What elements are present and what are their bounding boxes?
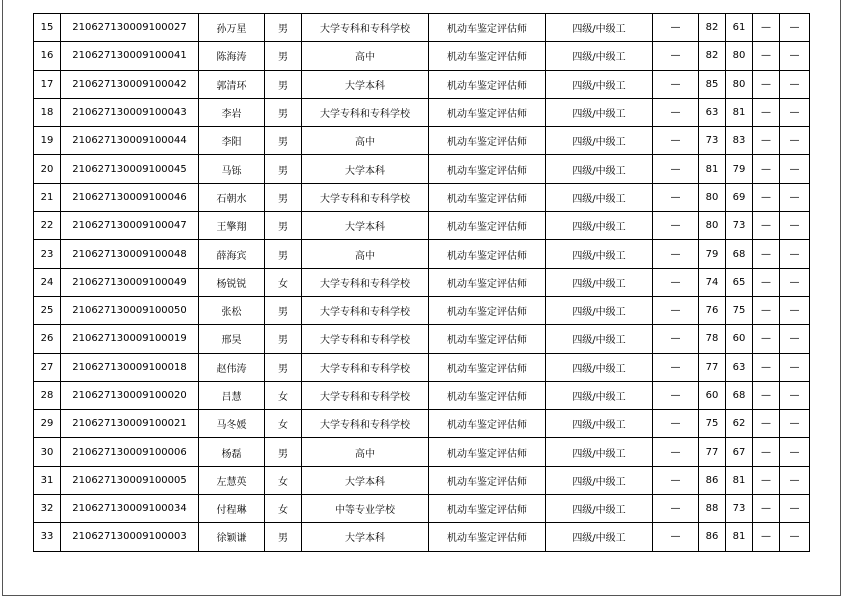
score-skill-cell: 61 xyxy=(726,14,753,42)
table-body xyxy=(34,14,810,552)
empty-dash-cell: — xyxy=(753,466,780,494)
level-cell: 四级/中级工 xyxy=(546,381,653,409)
empty-dash-cell: — xyxy=(753,495,780,523)
empty-dash-cell: — xyxy=(780,325,810,353)
level-cell: 四级/中级工 xyxy=(546,325,653,353)
gender-cell: 男 xyxy=(265,296,302,324)
empty-dash-cell: — xyxy=(780,438,810,466)
page-border-right xyxy=(840,0,841,596)
empty-dash-cell: — xyxy=(653,523,699,551)
level-cell: 四级/中级工 xyxy=(546,240,653,268)
education-cell: 高中 xyxy=(302,438,429,466)
occupation-cell: 机动车鉴定评估师 xyxy=(429,240,546,268)
certificate-id-cell: 210627130009100020 xyxy=(61,381,199,409)
level-cell: 四级/中级工 xyxy=(546,183,653,211)
score-skill-cell: 60 xyxy=(726,325,753,353)
name-cell: 付程琳 xyxy=(199,495,265,523)
empty-dash-cell: — xyxy=(780,70,810,98)
row-number-cell: 16 xyxy=(34,42,61,70)
occupation-cell: 机动车鉴定评估师 xyxy=(429,98,546,126)
score-theory-cell: 88 xyxy=(699,495,726,523)
row-number-cell: 29 xyxy=(34,410,61,438)
empty-dash-cell: — xyxy=(780,495,810,523)
name-cell: 李岩 xyxy=(199,98,265,126)
certificate-id-cell: 210627130009100005 xyxy=(61,466,199,494)
empty-dash-cell: — xyxy=(653,381,699,409)
occupation-cell: 机动车鉴定评估师 xyxy=(429,325,546,353)
occupation-cell: 机动车鉴定评估师 xyxy=(429,14,546,42)
empty-dash-cell: — xyxy=(753,523,780,551)
empty-dash-cell: — xyxy=(780,410,810,438)
education-cell: 大学专科和专科学校 xyxy=(302,325,429,353)
certificate-id-cell: 210627130009100045 xyxy=(61,155,199,183)
empty-dash-cell: — xyxy=(780,183,810,211)
row-number-cell: 28 xyxy=(34,381,61,409)
row-number-cell: 15 xyxy=(34,14,61,42)
education-cell: 大学本科 xyxy=(302,70,429,98)
score-theory-cell: 80 xyxy=(699,212,726,240)
score-theory-cell: 78 xyxy=(699,325,726,353)
empty-dash-cell: — xyxy=(753,353,780,381)
occupation-cell: 机动车鉴定评估师 xyxy=(429,70,546,98)
score-skill-cell: 68 xyxy=(726,240,753,268)
empty-dash-cell: — xyxy=(753,438,780,466)
empty-dash-cell: — xyxy=(780,268,810,296)
gender-cell: 男 xyxy=(265,98,302,126)
row-number-cell: 21 xyxy=(34,183,61,211)
education-cell: 大学本科 xyxy=(302,466,429,494)
certificate-id-cell: 210627130009100041 xyxy=(61,42,199,70)
score-theory-cell: 60 xyxy=(699,381,726,409)
page-border-left xyxy=(2,0,3,596)
row-number-cell: 25 xyxy=(34,296,61,324)
level-cell: 四级/中级工 xyxy=(546,353,653,381)
table-row xyxy=(34,523,810,551)
level-cell: 四级/中级工 xyxy=(546,495,653,523)
empty-dash-cell: — xyxy=(653,268,699,296)
empty-dash-cell: — xyxy=(653,127,699,155)
education-cell: 大学专科和专科学校 xyxy=(302,98,429,126)
certificate-id-cell: 210627130009100006 xyxy=(61,438,199,466)
education-cell: 大学专科和专科学校 xyxy=(302,381,429,409)
empty-dash-cell: — xyxy=(780,98,810,126)
empty-dash-cell: — xyxy=(780,466,810,494)
occupation-cell: 机动车鉴定评估师 xyxy=(429,42,546,70)
level-cell: 四级/中级工 xyxy=(546,410,653,438)
name-cell: 杨磊 xyxy=(199,438,265,466)
row-number-cell: 20 xyxy=(34,155,61,183)
score-skill-cell: 81 xyxy=(726,466,753,494)
gender-cell: 女 xyxy=(265,466,302,494)
row-number-cell: 17 xyxy=(34,70,61,98)
name-cell: 赵伟涛 xyxy=(199,353,265,381)
empty-dash-cell: — xyxy=(780,14,810,42)
table-row xyxy=(34,438,810,466)
table-row xyxy=(34,381,810,409)
education-cell: 大学专科和专科学校 xyxy=(302,14,429,42)
empty-dash-cell: — xyxy=(653,155,699,183)
gender-cell: 男 xyxy=(265,240,302,268)
row-number-cell: 23 xyxy=(34,240,61,268)
education-cell: 中等专业学校 xyxy=(302,495,429,523)
empty-dash-cell: — xyxy=(753,14,780,42)
gender-cell: 男 xyxy=(265,14,302,42)
name-cell: 杨锐锐 xyxy=(199,268,265,296)
certificate-id-cell: 210627130009100043 xyxy=(61,98,199,126)
level-cell: 四级/中级工 xyxy=(546,42,653,70)
occupation-cell: 机动车鉴定评估师 xyxy=(429,410,546,438)
table-row xyxy=(34,183,810,211)
gender-cell: 男 xyxy=(265,325,302,353)
row-number-cell: 26 xyxy=(34,325,61,353)
certificate-id-cell: 210627130009100019 xyxy=(61,325,199,353)
score-skill-cell: 80 xyxy=(726,42,753,70)
table-row xyxy=(34,495,810,523)
name-cell: 孙万星 xyxy=(199,14,265,42)
empty-dash-cell: — xyxy=(653,495,699,523)
education-cell: 大学本科 xyxy=(302,155,429,183)
occupation-cell: 机动车鉴定评估师 xyxy=(429,296,546,324)
education-cell: 高中 xyxy=(302,240,429,268)
occupation-cell: 机动车鉴定评估师 xyxy=(429,268,546,296)
score-theory-cell: 75 xyxy=(699,410,726,438)
empty-dash-cell: — xyxy=(653,212,699,240)
table-row xyxy=(34,70,810,98)
name-cell: 邢昊 xyxy=(199,325,265,353)
gender-cell: 女 xyxy=(265,410,302,438)
empty-dash-cell: — xyxy=(753,296,780,324)
certificate-id-cell: 210627130009100047 xyxy=(61,212,199,240)
certificate-id-cell: 210627130009100018 xyxy=(61,353,199,381)
row-number-cell: 33 xyxy=(34,523,61,551)
education-cell: 大学本科 xyxy=(302,212,429,240)
empty-dash-cell: — xyxy=(753,42,780,70)
empty-dash-cell: — xyxy=(753,127,780,155)
table-row xyxy=(34,268,810,296)
occupation-cell: 机动车鉴定评估师 xyxy=(429,183,546,211)
empty-dash-cell: — xyxy=(780,296,810,324)
gender-cell: 女 xyxy=(265,495,302,523)
score-skill-cell: 65 xyxy=(726,268,753,296)
table-row xyxy=(34,98,810,126)
name-cell: 吕慧 xyxy=(199,381,265,409)
name-cell: 徐颖谦 xyxy=(199,523,265,551)
education-cell: 大学专科和专科学校 xyxy=(302,353,429,381)
empty-dash-cell: — xyxy=(753,183,780,211)
empty-dash-cell: — xyxy=(753,212,780,240)
gender-cell: 男 xyxy=(265,70,302,98)
table-row xyxy=(34,410,810,438)
score-theory-cell: 73 xyxy=(699,127,726,155)
education-cell: 大学专科和专科学校 xyxy=(302,296,429,324)
name-cell: 陈海涛 xyxy=(199,42,265,70)
score-skill-cell: 63 xyxy=(726,353,753,381)
table-row xyxy=(34,14,810,42)
table-row xyxy=(34,466,810,494)
name-cell: 石朝水 xyxy=(199,183,265,211)
name-cell: 李阳 xyxy=(199,127,265,155)
table-row xyxy=(34,42,810,70)
level-cell: 四级/中级工 xyxy=(546,127,653,155)
table-row xyxy=(34,296,810,324)
row-number-cell: 30 xyxy=(34,438,61,466)
score-skill-cell: 83 xyxy=(726,127,753,155)
empty-dash-cell: — xyxy=(753,268,780,296)
occupation-cell: 机动车鉴定评估师 xyxy=(429,495,546,523)
score-skill-cell: 79 xyxy=(726,155,753,183)
certificate-id-cell: 210627130009100027 xyxy=(61,14,199,42)
row-number-cell: 24 xyxy=(34,268,61,296)
row-number-cell: 31 xyxy=(34,466,61,494)
occupation-cell: 机动车鉴定评估师 xyxy=(429,155,546,183)
name-cell: 张松 xyxy=(199,296,265,324)
empty-dash-cell: — xyxy=(753,325,780,353)
score-theory-cell: 80 xyxy=(699,183,726,211)
level-cell: 四级/中级工 xyxy=(546,98,653,126)
name-cell: 马冬媛 xyxy=(199,410,265,438)
row-number-cell: 19 xyxy=(34,127,61,155)
gender-cell: 男 xyxy=(265,353,302,381)
empty-dash-cell: — xyxy=(653,353,699,381)
score-theory-cell: 86 xyxy=(699,523,726,551)
empty-dash-cell: — xyxy=(653,240,699,268)
table-row xyxy=(34,353,810,381)
occupation-cell: 机动车鉴定评估师 xyxy=(429,127,546,155)
name-cell: 薛海宾 xyxy=(199,240,265,268)
empty-dash-cell: — xyxy=(753,240,780,268)
table-row xyxy=(34,212,810,240)
gender-cell: 男 xyxy=(265,127,302,155)
gender-cell: 男 xyxy=(265,212,302,240)
score-skill-cell: 81 xyxy=(726,523,753,551)
occupation-cell: 机动车鉴定评估师 xyxy=(429,212,546,240)
occupation-cell: 机动车鉴定评估师 xyxy=(429,353,546,381)
score-theory-cell: 86 xyxy=(699,466,726,494)
score-theory-cell: 82 xyxy=(699,42,726,70)
name-cell: 马铄 xyxy=(199,155,265,183)
score-skill-cell: 68 xyxy=(726,381,753,409)
table-row xyxy=(34,155,810,183)
score-skill-cell: 67 xyxy=(726,438,753,466)
empty-dash-cell: — xyxy=(653,438,699,466)
score-theory-cell: 63 xyxy=(699,98,726,126)
level-cell: 四级/中级工 xyxy=(546,155,653,183)
certificate-id-cell: 210627130009100021 xyxy=(61,410,199,438)
results-table xyxy=(33,13,810,552)
name-cell: 王擎翔 xyxy=(199,212,265,240)
score-theory-cell: 81 xyxy=(699,155,726,183)
empty-dash-cell: — xyxy=(780,523,810,551)
occupation-cell: 机动车鉴定评估师 xyxy=(429,438,546,466)
empty-dash-cell: — xyxy=(653,70,699,98)
score-theory-cell: 77 xyxy=(699,438,726,466)
gender-cell: 男 xyxy=(265,523,302,551)
name-cell: 左慧英 xyxy=(199,466,265,494)
certificate-id-cell: 210627130009100034 xyxy=(61,495,199,523)
empty-dash-cell: — xyxy=(780,240,810,268)
certificate-id-cell: 210627130009100044 xyxy=(61,127,199,155)
page-border-bottom xyxy=(2,595,841,596)
score-theory-cell: 82 xyxy=(699,14,726,42)
score-skill-cell: 73 xyxy=(726,212,753,240)
gender-cell: 男 xyxy=(265,42,302,70)
certificate-id-cell: 210627130009100042 xyxy=(61,70,199,98)
level-cell: 四级/中级工 xyxy=(546,438,653,466)
score-theory-cell: 76 xyxy=(699,296,726,324)
empty-dash-cell: — xyxy=(780,353,810,381)
certificate-id-cell: 210627130009100003 xyxy=(61,523,199,551)
gender-cell: 男 xyxy=(265,155,302,183)
certificate-id-cell: 210627130009100049 xyxy=(61,268,199,296)
gender-cell: 女 xyxy=(265,268,302,296)
score-theory-cell: 74 xyxy=(699,268,726,296)
table-row xyxy=(34,127,810,155)
empty-dash-cell: — xyxy=(653,98,699,126)
occupation-cell: 机动车鉴定评估师 xyxy=(429,466,546,494)
level-cell: 四级/中级工 xyxy=(546,523,653,551)
level-cell: 四级/中级工 xyxy=(546,14,653,42)
row-number-cell: 22 xyxy=(34,212,61,240)
education-cell: 大学专科和专科学校 xyxy=(302,268,429,296)
score-theory-cell: 85 xyxy=(699,70,726,98)
score-skill-cell: 80 xyxy=(726,70,753,98)
level-cell: 四级/中级工 xyxy=(546,212,653,240)
empty-dash-cell: — xyxy=(753,98,780,126)
empty-dash-cell: — xyxy=(780,155,810,183)
score-skill-cell: 75 xyxy=(726,296,753,324)
empty-dash-cell: — xyxy=(780,42,810,70)
education-cell: 大学专科和专科学校 xyxy=(302,410,429,438)
row-number-cell: 32 xyxy=(34,495,61,523)
certificate-id-cell: 210627130009100050 xyxy=(61,296,199,324)
table-row xyxy=(34,240,810,268)
empty-dash-cell: — xyxy=(753,410,780,438)
empty-dash-cell: — xyxy=(653,14,699,42)
row-number-cell: 27 xyxy=(34,353,61,381)
score-theory-cell: 77 xyxy=(699,353,726,381)
empty-dash-cell: — xyxy=(653,466,699,494)
education-cell: 大学本科 xyxy=(302,523,429,551)
certificate-id-cell: 210627130009100048 xyxy=(61,240,199,268)
empty-dash-cell: — xyxy=(753,155,780,183)
score-skill-cell: 69 xyxy=(726,183,753,211)
name-cell: 郭清环 xyxy=(199,70,265,98)
empty-dash-cell: — xyxy=(653,42,699,70)
education-cell: 大学专科和专科学校 xyxy=(302,183,429,211)
empty-dash-cell: — xyxy=(780,127,810,155)
score-skill-cell: 81 xyxy=(726,98,753,126)
score-skill-cell: 73 xyxy=(726,495,753,523)
occupation-cell: 机动车鉴定评估师 xyxy=(429,523,546,551)
gender-cell: 男 xyxy=(265,183,302,211)
certificate-id-cell: 210627130009100046 xyxy=(61,183,199,211)
occupation-cell: 机动车鉴定评估师 xyxy=(429,381,546,409)
education-cell: 高中 xyxy=(302,127,429,155)
level-cell: 四级/中级工 xyxy=(546,466,653,494)
score-skill-cell: 62 xyxy=(726,410,753,438)
education-cell: 高中 xyxy=(302,42,429,70)
empty-dash-cell: — xyxy=(780,212,810,240)
empty-dash-cell: — xyxy=(653,296,699,324)
gender-cell: 男 xyxy=(265,438,302,466)
empty-dash-cell: — xyxy=(753,70,780,98)
level-cell: 四级/中级工 xyxy=(546,296,653,324)
empty-dash-cell: — xyxy=(653,325,699,353)
empty-dash-cell: — xyxy=(653,410,699,438)
empty-dash-cell: — xyxy=(780,381,810,409)
gender-cell: 女 xyxy=(265,381,302,409)
level-cell: 四级/中级工 xyxy=(546,70,653,98)
table-row xyxy=(34,325,810,353)
row-number-cell: 18 xyxy=(34,98,61,126)
empty-dash-cell: — xyxy=(653,183,699,211)
score-theory-cell: 79 xyxy=(699,240,726,268)
level-cell: 四级/中级工 xyxy=(546,268,653,296)
empty-dash-cell: — xyxy=(753,381,780,409)
